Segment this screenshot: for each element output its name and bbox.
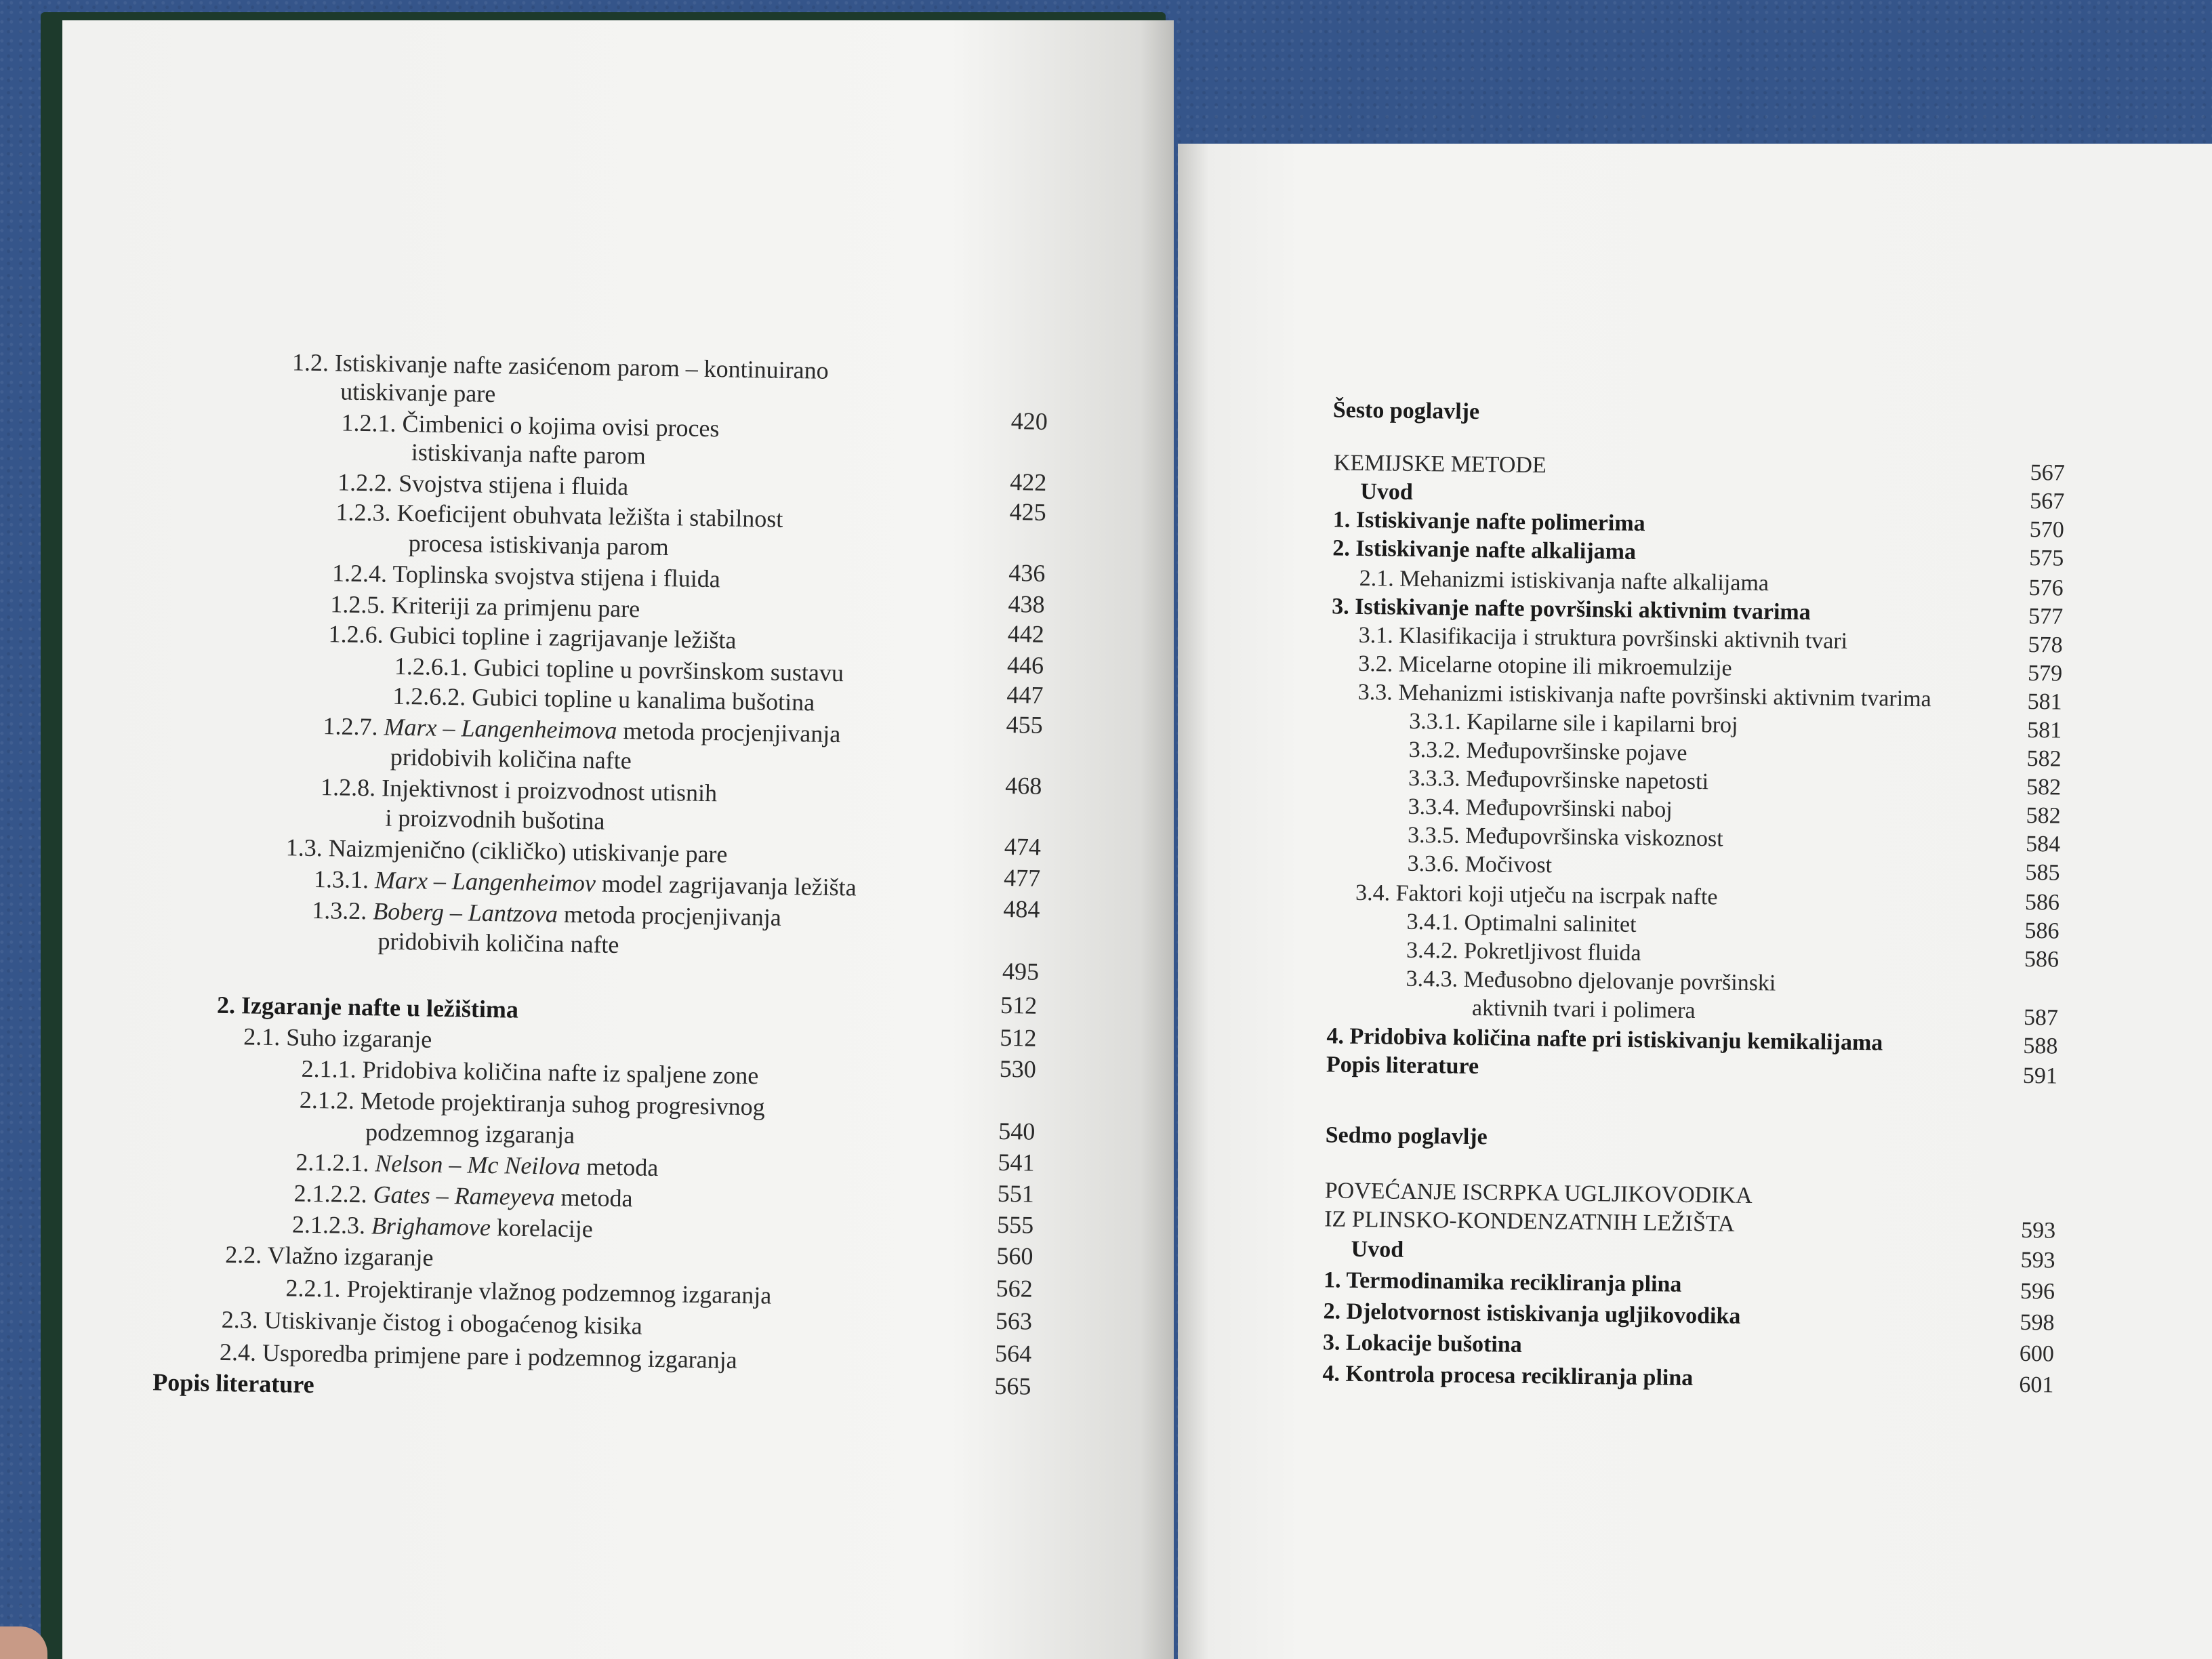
- toc-entry-author: Marx – Langenheimova: [384, 713, 617, 744]
- toc-chapter-title: IZ PLINSKO-KONDENZATNIH LEŽIŠTA: [1324, 1206, 1735, 1237]
- toc-page-number: 438: [1008, 590, 1045, 618]
- toc-entry: 3.2. Micelarne otopine ili mikroemulzije: [1358, 651, 1732, 681]
- toc-entry-rest: model zagrijavanja ležišta: [595, 869, 857, 901]
- toc-page-number: 468: [1005, 771, 1042, 800]
- toc-entry: 3.3.6. Močivost: [1407, 851, 1553, 878]
- toc-entry-number: 2.1.2.2.: [293, 1179, 374, 1208]
- toc-entry-author: Boberg – Lantzova: [372, 897, 558, 928]
- toc-page-number: 584: [2025, 831, 2061, 857]
- toc-entry-number: 1.3.1.: [313, 865, 375, 894]
- left-toc: [62, 20, 1174, 1659]
- toc-page-number: 541: [998, 1148, 1035, 1176]
- toc-entry-number: 1.2.7.: [323, 712, 384, 741]
- toc-entry: 2.2. Vlažno izgaranje: [225, 1240, 434, 1271]
- toc-page-number: 600: [2019, 1340, 2055, 1367]
- toc-entry-rest: metoda procjenjivanja: [557, 900, 782, 931]
- toc-page-number: 563: [995, 1307, 1033, 1335]
- toc-entry: 1. Istiskivanje nafte polimerima: [1332, 507, 1645, 537]
- toc-entry: istiskivanja nafte parom: [411, 438, 647, 470]
- toc-page-number: 591: [2022, 1063, 2058, 1089]
- toc-entry: [292, 1210, 594, 1244]
- toc-entry: 1.2.8. Injektivnost i proizvodnost utisnih: [320, 773, 718, 807]
- toc-page-number: 474: [1004, 832, 1042, 861]
- toc-entry: 3.3.5. Međupovršinska viskoznost: [1407, 822, 1723, 852]
- toc-entry: 3.4.3. Međusobno djelovanje površinski: [1406, 966, 1776, 996]
- toc-entry: Uvod: [1351, 1236, 1404, 1263]
- toc-entry: 1.2.6. Gubici topline i zagrijavanje ležišta: [328, 620, 737, 654]
- toc-page-number: 446: [1006, 651, 1044, 679]
- toc-page-number: 565: [994, 1372, 1031, 1400]
- toc-page-number: 422: [1010, 468, 1047, 496]
- toc-page-number: 587: [2023, 1004, 2059, 1031]
- toc-entry: 2.2.1. Projektiranje vlažnog podzemnog izgaranja: [285, 1274, 772, 1309]
- toc-page-number: 598: [2020, 1309, 2055, 1336]
- toc-entry: 3.3.1. Kapilarne sile i kapilarni broj: [1408, 708, 1738, 738]
- toc-page-number: 586: [2024, 918, 2060, 944]
- toc-page-number: 560: [996, 1242, 1033, 1270]
- toc-entry: 2. Istiskivanje nafte alkalijama: [1332, 535, 1637, 565]
- toc-entry: 3.3.4. Međupovršinski naboj: [1408, 794, 1673, 823]
- toc-chapter-title: KEMIJSKE METODE: [1333, 450, 1547, 478]
- toc-page-number: 575: [2028, 545, 2064, 571]
- toc-entry: 1.2.6.2. Gubici topline u kanalima bušotina: [392, 682, 815, 716]
- toc-entry-author: Marx – Langenheimov: [374, 866, 596, 897]
- toc-entry: 3.3.3. Međupovršinske napetosti: [1408, 765, 1709, 795]
- toc-entry: 1.2.2. Svojstva stijena i fluida: [337, 468, 629, 501]
- toc-page-number: 588: [2023, 1033, 2058, 1059]
- toc-page-number: 581: [2027, 689, 2062, 715]
- toc-entry: 3.4.1. Optimalni salinitet: [1406, 909, 1637, 937]
- toc-entry: 2.4. Usporedba primjene pare i podzemnog izgaranja: [219, 1338, 737, 1374]
- toc-entry: pridobivih količina nafte: [377, 927, 619, 959]
- toc-entry: 3. Lokacije bušotina: [1322, 1330, 1522, 1357]
- toc-entry-number: 2.1.2.1.: [295, 1148, 375, 1177]
- toc-page-number: 455: [1006, 710, 1044, 739]
- toc-entry: 2.1.2. Metode projektiranja suhog progresivnog: [299, 1086, 766, 1121]
- toc-page-number: 567: [2030, 459, 2065, 486]
- toc-entry: pridobivih količina nafte: [390, 743, 632, 775]
- toc-entry: 2.1.1. Pridobiva količina nafte iz spaljene zone: [301, 1054, 759, 1090]
- toc-entry: 1.2.5. Kriteriji za primjenu pare: [330, 590, 640, 623]
- toc-page-number: 596: [2020, 1278, 2055, 1305]
- toc-entry: aktivnih tvari i polimera: [1471, 995, 1696, 1024]
- toc-page-number: 425: [1009, 498, 1046, 526]
- toc-page-number: 582: [2026, 745, 2062, 772]
- toc-entry: 1.2.6.1. Gubici topline u površinskom sustavu: [394, 652, 844, 687]
- toc-entry-rest: metoda: [554, 1183, 633, 1212]
- toc-page-number: 512: [1000, 991, 1038, 1019]
- toc-page-number: 579: [2027, 660, 2063, 687]
- toc-entry-author: Nelson – Mc Neilova: [375, 1149, 581, 1181]
- toc-entry: 1.3. Naizmjenično (cikličko) utiskivanje pare: [285, 834, 728, 868]
- toc-entry: 3.4. Faktori koji utječu na iscrpak nafte: [1355, 880, 1718, 910]
- toc-page-number: 555: [996, 1210, 1034, 1239]
- left-page: [62, 20, 1174, 1659]
- toc-page-number: 551: [997, 1179, 1035, 1208]
- toc-entry: 3.4.2. Pokretljivost fluida: [1406, 937, 1641, 966]
- toc-page-number: 581: [2026, 717, 2062, 743]
- toc-bibliography-entry: Popis literature: [1326, 1052, 1479, 1080]
- toc-entry: 2.1. Suho izgaranje: [243, 1023, 432, 1053]
- toc-page-number: 484: [1003, 895, 1040, 923]
- toc-entry: [293, 1179, 632, 1214]
- chapter-heading: Šesto poglavlje: [1332, 397, 1480, 425]
- toc-entry: 1.2.4. Toplinska svojstva stijena i fluida: [331, 559, 721, 593]
- toc-bibliography-entry: Popis literature: [152, 1368, 314, 1399]
- toc-entry: 3.3.2. Međupovršinske pojave: [1408, 737, 1687, 766]
- toc-entry: 3.1. Klasifikacija i struktura površinski aktivnih tvari: [1358, 622, 1848, 654]
- toc-entry-number: 2.1.2.3.: [291, 1210, 372, 1240]
- toc-page-number: 495: [1002, 957, 1040, 985]
- toc-entry: [295, 1147, 659, 1183]
- toc-entry: 2.1. Mehanizmi istiskivanja nafte alkalijama: [1359, 565, 1769, 596]
- toc-page-number: 585: [2025, 859, 2060, 886]
- toc-entry: 2. Djelotvornost istiskivanja ugljikovodika: [1323, 1298, 1741, 1329]
- toc-page-number: 576: [2028, 575, 2064, 601]
- chapter-heading: Sedmo poglavlje: [1325, 1122, 1488, 1150]
- toc-entry: 1.2.1. Čimbenici o kojima ovisi proces: [341, 409, 720, 443]
- toc-page-number: 570: [2029, 516, 2064, 543]
- toc-page-number: 593: [2020, 1217, 2056, 1244]
- toc-entry: Uvod: [1360, 478, 1414, 505]
- toc-entry: 1. Termodinamika recikliranja plina: [1323, 1267, 1682, 1297]
- toc-page-number: 582: [2026, 802, 2061, 829]
- toc-entry: procesa istiskivanja parom: [408, 529, 669, 561]
- toc-entry-rest: metoda: [580, 1153, 659, 1181]
- toc-page-number: 436: [1008, 559, 1046, 587]
- right-page: [1178, 144, 2212, 1659]
- toc-page-number: 447: [1006, 680, 1044, 709]
- toc-entry: 1.2. Istiskivanje nafte zasićenom parom – kontinuirano: [291, 348, 830, 384]
- toc-page-number: 512: [1000, 1023, 1037, 1052]
- toc-entry-author: Brighamove: [371, 1212, 491, 1242]
- toc-entry: podzemnog izgaranja: [365, 1118, 575, 1149]
- toc-page-number: 601: [2019, 1372, 2054, 1398]
- toc-entry-rest: metoda procjenjivanja: [617, 716, 841, 748]
- toc-chapter-entry: 2. Izgaranje nafte u ležištima: [216, 991, 519, 1023]
- toc-page-number: 593: [2020, 1247, 2055, 1273]
- toc-page-number: 582: [2026, 774, 2062, 800]
- toc-page-number: 586: [2024, 946, 2060, 972]
- toc-page-number: 577: [2028, 603, 2064, 630]
- toc-page-number: 442: [1007, 619, 1045, 648]
- toc-page-number: 420: [1010, 407, 1048, 435]
- toc-entry: 3.3. Mehanizmi istiskivanja nafte površinski aktivnim tvarima: [1357, 679, 1931, 712]
- toc-entry: 3. Istiskivanje nafte površinski aktivnim tvarima: [1332, 594, 1811, 626]
- toc-entry: utiskivanje pare: [340, 377, 496, 408]
- toc-page-number: 586: [2024, 889, 2060, 916]
- toc-page-number: 564: [994, 1339, 1032, 1368]
- toc-page-number: 567: [2030, 488, 2065, 514]
- toc-entry: 4. Kontrola procesa recikliranja plina: [1322, 1361, 1694, 1391]
- toc-page-number: 530: [999, 1054, 1037, 1083]
- toc-entry: 4. Pridobiva količina nafte pri istiskivanju kemikalijama: [1326, 1023, 1883, 1056]
- toc-entry: 1.2.3. Koeficijent obuhvata ležišta i stabilnost: [335, 498, 783, 533]
- toc-page-number: 540: [998, 1117, 1036, 1145]
- toc-chapter-title: POVEĆANJE ISCRPKA UGLJIKOVODIKA: [1324, 1178, 1753, 1209]
- toc-entry-author: Gates – Rameyeva: [373, 1181, 555, 1211]
- toc-entry-number: 1.3.2.: [311, 896, 373, 925]
- right-toc: [1178, 144, 2212, 1659]
- toc-page-number: 562: [996, 1274, 1033, 1303]
- toc-page-number: 578: [2028, 632, 2063, 658]
- toc-entry: 2.3. Utiskivanje čistog i obogaćenog kisika: [221, 1305, 642, 1340]
- toc-page-number: 477: [1003, 863, 1041, 892]
- toc-entry: i proizvodnih bušotina: [385, 804, 605, 835]
- toc-entry-rest: korelacije: [490, 1214, 594, 1243]
